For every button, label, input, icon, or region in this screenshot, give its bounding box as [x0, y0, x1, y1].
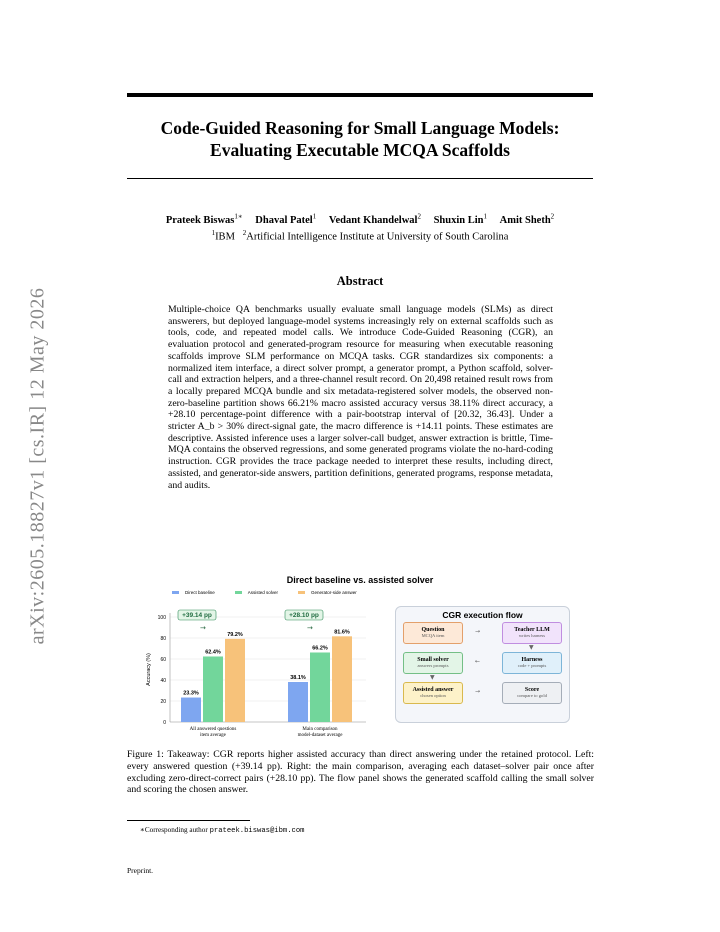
difference-label: +28.10 pp [289, 612, 319, 620]
x-tick-label: item average [200, 733, 226, 738]
y-tick-label: 100 [157, 614, 166, 621]
bar [181, 698, 201, 722]
legend-item-direct: Direct baseline [172, 590, 215, 595]
arrow-right-icon: → [307, 624, 313, 632]
bar [225, 639, 245, 722]
x-tick-label: All answered questions [189, 727, 237, 732]
x-tick-label: model-dataset average [297, 733, 343, 738]
y-tick-label: 40 [160, 677, 166, 684]
legend-item-generator: Generator-side answer [298, 590, 357, 595]
bar [203, 656, 223, 722]
author: Dhaval Patel$^1$ [255, 212, 317, 226]
flow-node-teacher: Teacher LLM writes harness [502, 622, 562, 644]
footnote: ∗Corresponding author prateek.biswas@ibm.com [140, 826, 305, 835]
figure-caption: Figure 1: Takeaway: CGR reports higher assisted accuracy than direct answering under the retained protocol. Left: every answered question (+39.14 pp). Right: the main comparison, averaging each dataset–solver pair once after excluding zero-direct-correct pairs (+28.10 pp). The flow panel shows the generated scaffold calling the small solver and scoring the chosen answer. [127, 749, 594, 796]
paper-title-line-1: Code-Guided Reasoning for Small Language Models: [160, 118, 560, 138]
author-email: prateek.biswas@ibm.com [209, 827, 305, 835]
y-axis-label: Accuracy (%) [146, 653, 152, 686]
legend-item-assisted: Assisted solver [235, 590, 278, 595]
abstract-body: Multiple-choice QA benchmarks usually evaluate small language models (SLMs) as direct answerers, but deployed language-model systems increasingly rely on external scaffolds such as tools, code, and repeated model calls. We introduce Code-Guided Reasoning (CGR), an evaluation protocol and generated-program resource for measuring when executable reasoning scaffolds improve SLM performance on MCQA tasks. CGR standardizes six components: a normalized item interface, a direct solver prompt, a generator prompt, a Python scaffold, solver-call and extraction helpers, and a three-channel result record. On 20,498 retained result rows from a locally prepared MCQA bundle and six metadata-registered solver models, the observed non-zero-baseline partition shows 66.21% macro assisted accuracy versus 38.11% direct accuracy, a +28.10 percentage-point difference with a pair-bootstrap interval of [20.32, 36.43]. Under a stricter A_b > 30% direct-signal gate, the macro difference is +14.11 points. These estimates are descriptive. Assisted inference uses a larger solver-call budget, answer extraction is brittle, Time-MQA contains the observed regressions, and some generated programs violate the no-hard-coding instruction. CGR provides the trace package needed to interpret these results, including direct, assisted, and generator-side answers, partition definitions, generated programs, response metadata, and audits. [168, 304, 553, 491]
arxiv-identifier: arXiv:2605.18827v1 [cs.IR] 12 May 2026 [26, 287, 49, 645]
affiliations: $^1$IBM $^2$Artificial Intelligence Institute at University of South Carolina [211, 229, 509, 243]
bar [310, 652, 330, 722]
flow-node-harness: Harness code + prompts [502, 652, 562, 674]
flow-node-question: Question MCQA item [403, 622, 463, 644]
author: Prateek Biswas$^{1∗}$ [165, 212, 243, 226]
author: Amit Sheth$^2$ [499, 212, 555, 226]
author: Shuxin Lin$^1$ [433, 212, 487, 226]
arrow-right-icon: → [475, 628, 481, 635]
y-tick-label: 60 [160, 656, 166, 663]
arrow-left-icon: ← [475, 658, 481, 665]
footnote-rule [127, 820, 250, 821]
x-tick-label: Main comparison [302, 727, 338, 732]
arrow-right-icon: → [475, 688, 481, 695]
bar-value-label: 81.6% [334, 629, 350, 636]
bar [288, 682, 308, 722]
abstract-heading: Abstract [336, 274, 384, 288]
y-tick-label: 20 [160, 698, 166, 705]
flow-title: CGR execution flow [442, 610, 523, 620]
bar-value-label: 79.2% [227, 631, 243, 638]
figure-title: Direct baseline vs. assisted solver [286, 575, 434, 585]
bar-value-label: 38.1% [290, 674, 306, 681]
difference-label: +39.14 pp [182, 612, 212, 620]
bar-value-label: 66.2% [312, 645, 328, 652]
bar-value-label: 62.4% [205, 649, 221, 656]
paper-title-line-2: Evaluating Executable MCQA Scaffolds [210, 140, 510, 160]
flow-node-small-solver: Small solver answers prompts [403, 652, 463, 674]
flow-panel [395, 606, 570, 723]
y-tick-label: 80 [160, 635, 166, 642]
flow-node-score: Score compare to gold [502, 682, 562, 704]
arrow-right-icon: → [200, 624, 206, 632]
bar-value-label: 23.3% [183, 690, 199, 697]
flow-node-assisted-answer: Assisted answer chosen option [403, 682, 463, 704]
y-tick-label: 0 [163, 719, 166, 726]
arrow-down-icon: ▼ [430, 674, 435, 681]
preprint-label: Preprint. [127, 866, 154, 875]
bar [332, 636, 352, 722]
author: Vedant Khandelwal$^2$ [328, 212, 421, 226]
arrow-down-icon: ▼ [529, 644, 534, 651]
